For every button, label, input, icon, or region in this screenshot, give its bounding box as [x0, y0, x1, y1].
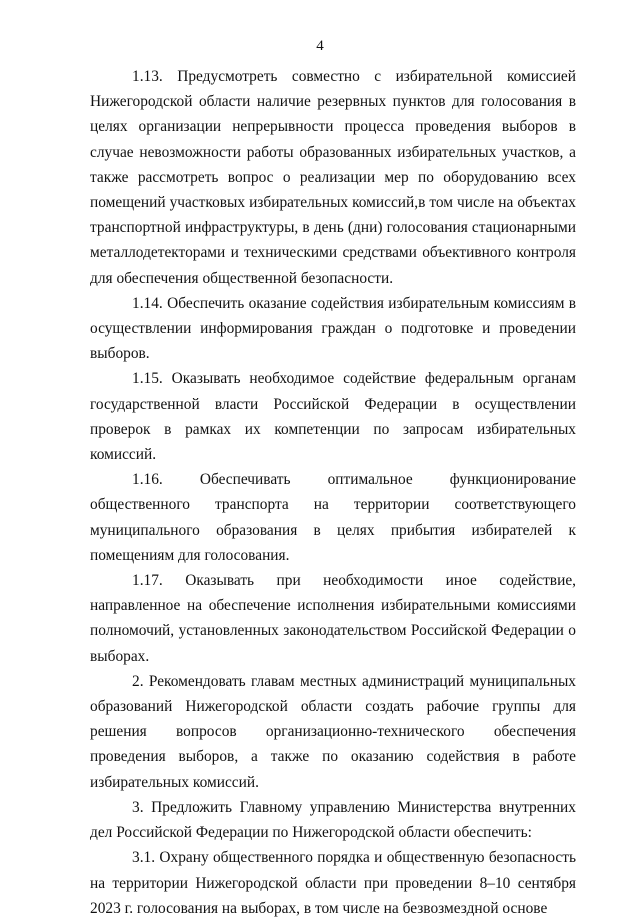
paragraph-3-1: 3.1. Охрану общественного порядка и общественную безопасность на территории Нижегородской области при проведении 8–10 сентября 2023 г. голосования на выборах, в том числе на безвозмездной основе — [90, 849, 576, 917]
paragraph-1-17: 1.17. Оказывать при необходимости иное содействие, направленное на обеспечение исполнения избирательными комиссиями полномочий, установленных законодательством Российской Федерации о выборах. — [90, 572, 576, 665]
page-number: 4 — [316, 38, 324, 54]
paragraph-1-15: 1.15. Оказывать необходимое содействие федеральным органам государственной власти Российской Федерации в осуществлении проверок в рамках их компетенции по запросам избирательных комиссий. — [90, 370, 576, 464]
document-body — [90, 64, 576, 921]
paragraph-1-13: 1.13. Предусмотреть совместно с избирательной комиссией Нижегородской области наличие резервных пунктов для голосования в целях организации непрерывности процесса проведения выборов в случае невозможности работы образованных избирательных участков, а также рассмотреть вопрос о реализации мер по оборудованию всех помещений участковых избирательных комиссий,в том числе на объектах транспортной инфраструктуры, в день (дни) голосования стационарными металлодетекторами и техническими средствами объективного контроля для обеспечения общественной безопасности. — [90, 68, 576, 287]
paragraph-1-14: 1.14. Обеспечить оказание содействия избирательным комиссиям в осуществлении информирования граждан о подготовке и проведении выборов. — [90, 294, 576, 363]
paragraph-2: 2. Рекомендовать главам местных администраций муниципальных образований Нижегородской области создать рабочие группы для решения вопросов организационно-технического обеспечения проведения выборов, а также по оказанию содействия в работе избирательных комиссий. — [90, 672, 576, 791]
paragraph-1-16: 1.16. Обеспечивать оптимальное функционирование общественного транспорта на территории соответствующего муниципального образования в целях прибытия избирателей к помещениям для голосования. — [90, 471, 576, 564]
paragraph-3: 3. Предложить Главному управлению Министерства внутренних дел Российской Федерации по Нижегородской области обеспечить: — [90, 798, 576, 842]
